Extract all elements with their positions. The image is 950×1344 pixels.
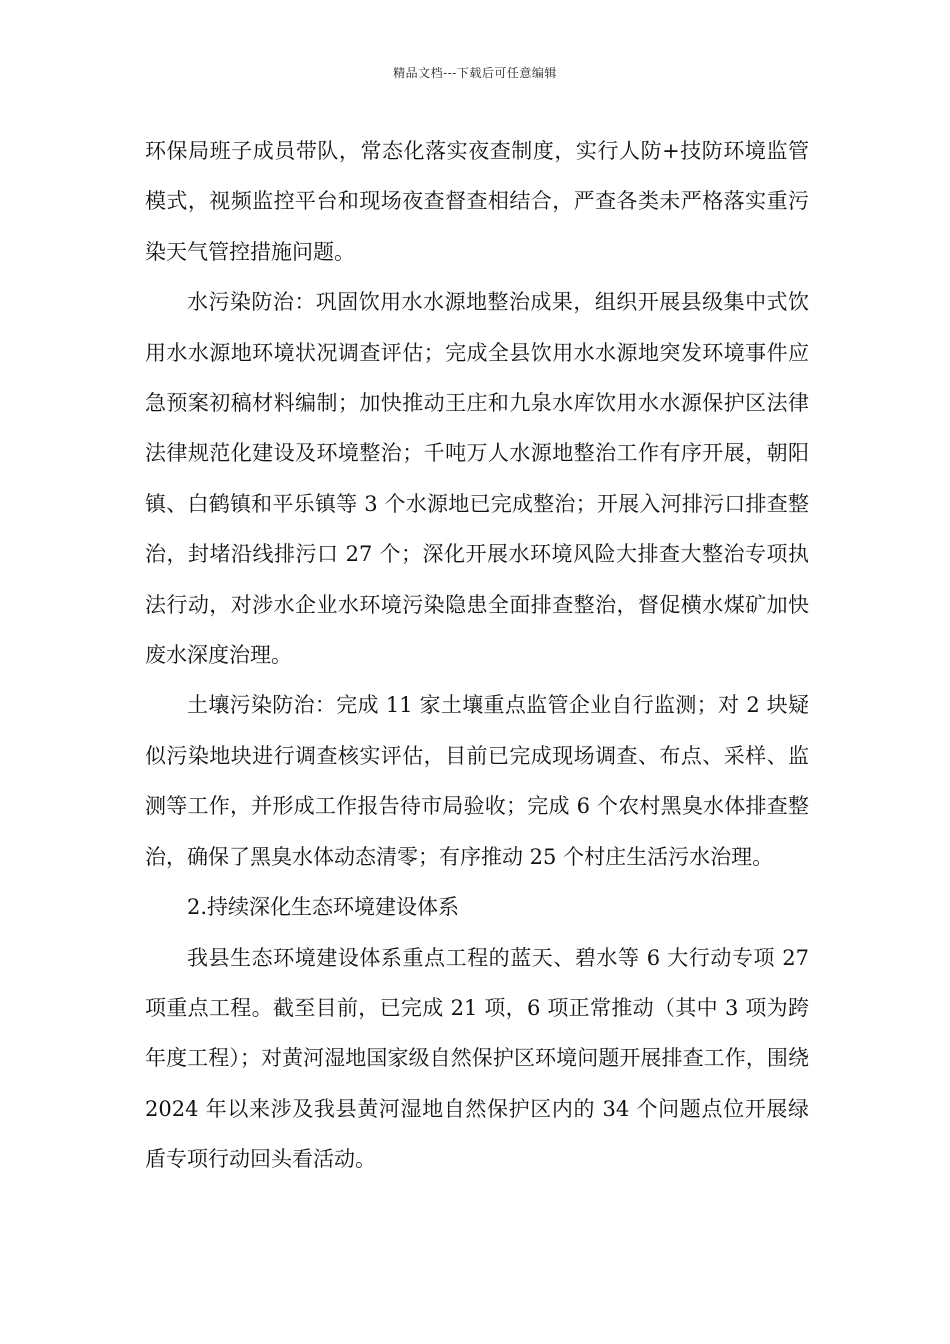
document-body	[145, 126, 809, 1185]
page-header: 精品文档---下载后可任意编辑	[393, 66, 557, 80]
paragraph-soil-pollution: 土壤污染防治：完成 11 家土壤重点监管企业自行监测；对 2 块疑似污染地块进行调查核实评估，目前已完成现场调查、布点、采样、监测等工作，并形成工作报告待市局验收；完成 6 个农村黑臭水体排查整治，确保了黑臭水体动态清零；有序推动 25 个村庄生活污水治理。	[145, 693, 809, 869]
paragraph-ecological-system: 我县生态环境建设体系重点工程的蓝天、碧水等 6 大行动专项 27 项重点工程。截至目前，已完成 21 项，6 项正常推动（其中 3 项为跨年度工程）；对黄河湿地国家级自然保护区环境问题开展排查工作，围绕 2024 年以来涉及我县黄河湿地自然保护区内的 34 个问题点位开展绿盾专项行动回头看活动。	[145, 945, 809, 1172]
section-heading: 2.持续深化生态环境建设体系	[187, 895, 460, 920]
paragraph-air-pollution-continued: 环保局班子成员带队，常态化落实夜查制度，实行人防+技防环境监管模式，视频监控平台和现场夜查督查相结合，严查各类未严格落实重污染天气管控措施问题。	[145, 139, 809, 264]
paragraph-water-pollution: 水污染防治：巩固饮用水水源地整治成果，组织开展县级集中式饮用水水源地环境状况调查评估；完成全县饮用水水源地突发环境事件应急预案初稿材料编制；加快推动王庄和九泉水库饮用水水源保护区法律法律规范化建设及环境整治；千吨万人水源地整治工作有序开展，朝阳镇、白鹤镇和平乐镇等 3 个水源地已完成整治；开展入河排污口排查整治，封堵沿线排污口 27 个；深化开展水环境风险大排查大整治专项执法行动，对涉水企业水环境污染隐患全面排查整治，督促横水煤矿加快废水深度治理。	[145, 290, 809, 668]
